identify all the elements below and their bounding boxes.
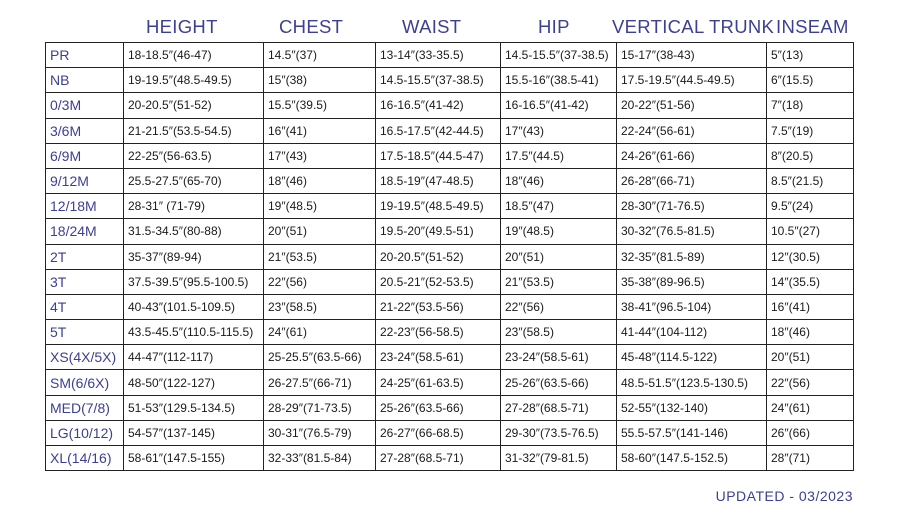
cell-chest: 25-25.5″(63.5-66) [264, 345, 376, 370]
cell-hip: 29-30″(73.5-76.5) [501, 420, 617, 445]
cell-waist: 22-23″(56-58.5) [376, 320, 501, 345]
cell-hip: 18.5″(47) [501, 194, 617, 219]
cell-inseam: 8.5″(21.5) [767, 168, 854, 193]
cell-hip: 19″(48.5) [501, 219, 617, 244]
cell-waist: 16.5-17.5″(42-44.5) [376, 118, 501, 143]
cell-inseam: 20″(51) [767, 345, 854, 370]
size-table [45, 42, 854, 471]
column-headers [0, 16, 899, 44]
cell-hip: 14.5-15.5″(37-38.5) [501, 43, 617, 68]
cell-inseam: 12″(30.5) [767, 244, 854, 269]
cell-trunk: 24-26″(61-66) [617, 143, 767, 168]
cell-trunk: 55.5-57.5″(141-146) [617, 420, 767, 445]
table-row [46, 345, 854, 370]
table-row [46, 68, 854, 93]
cell-hip: 16-16.5″(41-42) [501, 93, 617, 118]
cell-waist: 17.5-18.5″(44.5-47) [376, 143, 501, 168]
cell-hip: 22″(56) [501, 294, 617, 319]
cell-height: 21-21.5″(53.5-54.5) [124, 118, 264, 143]
cell-inseam: 18″(46) [767, 320, 854, 345]
cell-waist: 16-16.5″(41-42) [376, 93, 501, 118]
table-row [46, 118, 854, 143]
cell-chest: 19″(48.5) [264, 194, 376, 219]
cell-waist: 19.5-20″(49.5-51) [376, 219, 501, 244]
size-label: 18/24M [46, 219, 124, 244]
cell-height: 28-31″ (71-79) [124, 194, 264, 219]
cell-waist: 27-28″(68.5-71) [376, 446, 501, 471]
cell-hip: 18″(46) [501, 168, 617, 193]
cell-chest: 23″(58.5) [264, 294, 376, 319]
size-label: 4T [46, 294, 124, 319]
cell-height: 25.5-27.5″(65-70) [124, 168, 264, 193]
table-row [46, 420, 854, 445]
cell-inseam: 26″(66) [767, 420, 854, 445]
cell-trunk: 48.5-51.5″(123.5-130.5) [617, 370, 767, 395]
cell-height: 48-50″(122-127) [124, 370, 264, 395]
cell-waist: 19-19.5″(48.5-49.5) [376, 194, 501, 219]
size-label: NB [46, 68, 124, 93]
cell-inseam: 7.5″(19) [767, 118, 854, 143]
cell-waist: 24-25″(61-63.5) [376, 370, 501, 395]
cell-inseam: 6″(15.5) [767, 68, 854, 93]
cell-height: 19-19.5″(48.5-49.5) [124, 68, 264, 93]
cell-trunk: 30-32″(76.5-81.5) [617, 219, 767, 244]
cell-trunk: 45-48″(114.5-122) [617, 345, 767, 370]
cell-height: 51-53″(129.5-134.5) [124, 395, 264, 420]
size-label: 2T [46, 244, 124, 269]
table-row [46, 446, 854, 471]
header-hip: HIP [538, 16, 570, 37]
cell-inseam: 16″(41) [767, 294, 854, 319]
cell-trunk: 32-35″(81.5-89) [617, 244, 767, 269]
table-row [46, 43, 854, 68]
table-row [46, 244, 854, 269]
cell-hip: 27-28″(68.5-71) [501, 395, 617, 420]
cell-chest: 26-27.5″(66-71) [264, 370, 376, 395]
table-row [46, 370, 854, 395]
cell-chest: 22″(56) [264, 269, 376, 294]
cell-height: 20-20.5″(51-52) [124, 93, 264, 118]
cell-trunk: 58-60″(147.5-152.5) [617, 446, 767, 471]
header-inseam: INSEAM [776, 16, 849, 37]
cell-trunk: 52-55″(132-140) [617, 395, 767, 420]
cell-chest: 21″(53.5) [264, 244, 376, 269]
size-label: 6/9M [46, 143, 124, 168]
cell-trunk: 22-24″(56-61) [617, 118, 767, 143]
size-label: XS(4X/5X) [46, 345, 124, 370]
cell-trunk: 41-44″(104-112) [617, 320, 767, 345]
size-label: LG(10/12) [46, 420, 124, 445]
header-waist: WAIST [402, 16, 462, 37]
cell-trunk: 38-41″(96.5-104) [617, 294, 767, 319]
size-label: 3/6M [46, 118, 124, 143]
cell-inseam: 10.5″(27) [767, 219, 854, 244]
cell-inseam: 22″(56) [767, 370, 854, 395]
cell-inseam: 5″(13) [767, 43, 854, 68]
table-row [46, 219, 854, 244]
table-row [46, 320, 854, 345]
cell-inseam: 24″(61) [767, 395, 854, 420]
cell-trunk: 20-22″(51-56) [617, 93, 767, 118]
cell-inseam: 9.5″(24) [767, 194, 854, 219]
cell-waist: 21-22″(53.5-56) [376, 294, 501, 319]
table-row [46, 93, 854, 118]
cell-waist: 20.5-21″(52-53.5) [376, 269, 501, 294]
cell-height: 35-37″(89-94) [124, 244, 264, 269]
cell-height: 37.5-39.5″(95.5-100.5) [124, 269, 264, 294]
cell-chest: 24″(61) [264, 320, 376, 345]
table-row [46, 269, 854, 294]
cell-chest: 32-33″(81.5-84) [264, 446, 376, 471]
cell-waist: 25-26″(63.5-66) [376, 395, 501, 420]
cell-height: 22-25″(56-63.5) [124, 143, 264, 168]
table-row [46, 143, 854, 168]
size-label: PR [46, 43, 124, 68]
cell-hip: 23-24″(58.5-61) [501, 345, 617, 370]
cell-hip: 31-32″(79-81.5) [501, 446, 617, 471]
cell-height: 43.5-45.5″(110.5-115.5) [124, 320, 264, 345]
cell-height: 58-61″(147.5-155) [124, 446, 264, 471]
cell-chest: 20″(51) [264, 219, 376, 244]
header-chest: CHEST [279, 16, 344, 37]
cell-waist: 13-14″(33-35.5) [376, 43, 501, 68]
cell-hip: 23″(58.5) [501, 320, 617, 345]
size-label: 3T [46, 269, 124, 294]
cell-hip: 21″(53.5) [501, 269, 617, 294]
cell-waist: 14.5-15.5″(37-38.5) [376, 68, 501, 93]
cell-chest: 14.5″(37) [264, 43, 376, 68]
cell-chest: 17″(43) [264, 143, 376, 168]
cell-hip: 15.5-16″(38.5-41) [501, 68, 617, 93]
size-label: SM(6/6X) [46, 370, 124, 395]
cell-trunk: 28-30″(71-76.5) [617, 194, 767, 219]
cell-waist: 18.5-19″(47-48.5) [376, 168, 501, 193]
size-label: MED(7/8) [46, 395, 124, 420]
cell-hip: 20″(51) [501, 244, 617, 269]
cell-waist: 23-24″(58.5-61) [376, 345, 501, 370]
cell-chest: 18″(46) [264, 168, 376, 193]
cell-trunk: 26-28″(66-71) [617, 168, 767, 193]
cell-height: 31.5-34.5″(80-88) [124, 219, 264, 244]
size-label: 5T [46, 320, 124, 345]
cell-trunk: 15-17″(38-43) [617, 43, 767, 68]
size-label: 9/12M [46, 168, 124, 193]
header-height: HEIGHT [146, 16, 218, 37]
table-row [46, 194, 854, 219]
cell-waist: 26-27″(66-68.5) [376, 420, 501, 445]
table-row [46, 168, 854, 193]
header-vertical-trunk: VERTICAL TRUNK [612, 16, 775, 37]
size-label: XL(14/16) [46, 446, 124, 471]
cell-height: 40-43″(101.5-109.5) [124, 294, 264, 319]
size-label: 12/18M [46, 194, 124, 219]
cell-chest: 15.5″(39.5) [264, 93, 376, 118]
cell-inseam: 14″(35.5) [767, 269, 854, 294]
updated-date: UPDATED - 03/2023 [715, 488, 853, 504]
cell-hip: 25-26″(63.5-66) [501, 370, 617, 395]
cell-chest: 16″(41) [264, 118, 376, 143]
table-row [46, 294, 854, 319]
cell-inseam: 28″(71) [767, 446, 854, 471]
cell-hip: 17″(43) [501, 118, 617, 143]
size-label: 0/3M [46, 93, 124, 118]
cell-inseam: 7″(18) [767, 93, 854, 118]
cell-waist: 20-20.5″(51-52) [376, 244, 501, 269]
cell-chest: 30-31″(76.5-79) [264, 420, 376, 445]
cell-trunk: 35-38″(89-96.5) [617, 269, 767, 294]
cell-height: 44-47″(112-117) [124, 345, 264, 370]
cell-trunk: 17.5-19.5″(44.5-49.5) [617, 68, 767, 93]
cell-height: 54-57″(137-145) [124, 420, 264, 445]
cell-hip: 17.5″(44.5) [501, 143, 617, 168]
cell-chest: 28-29″(71-73.5) [264, 395, 376, 420]
cell-chest: 15″(38) [264, 68, 376, 93]
cell-height: 18-18.5″(46-47) [124, 43, 264, 68]
cell-inseam: 8″(20.5) [767, 143, 854, 168]
table-row [46, 395, 854, 420]
